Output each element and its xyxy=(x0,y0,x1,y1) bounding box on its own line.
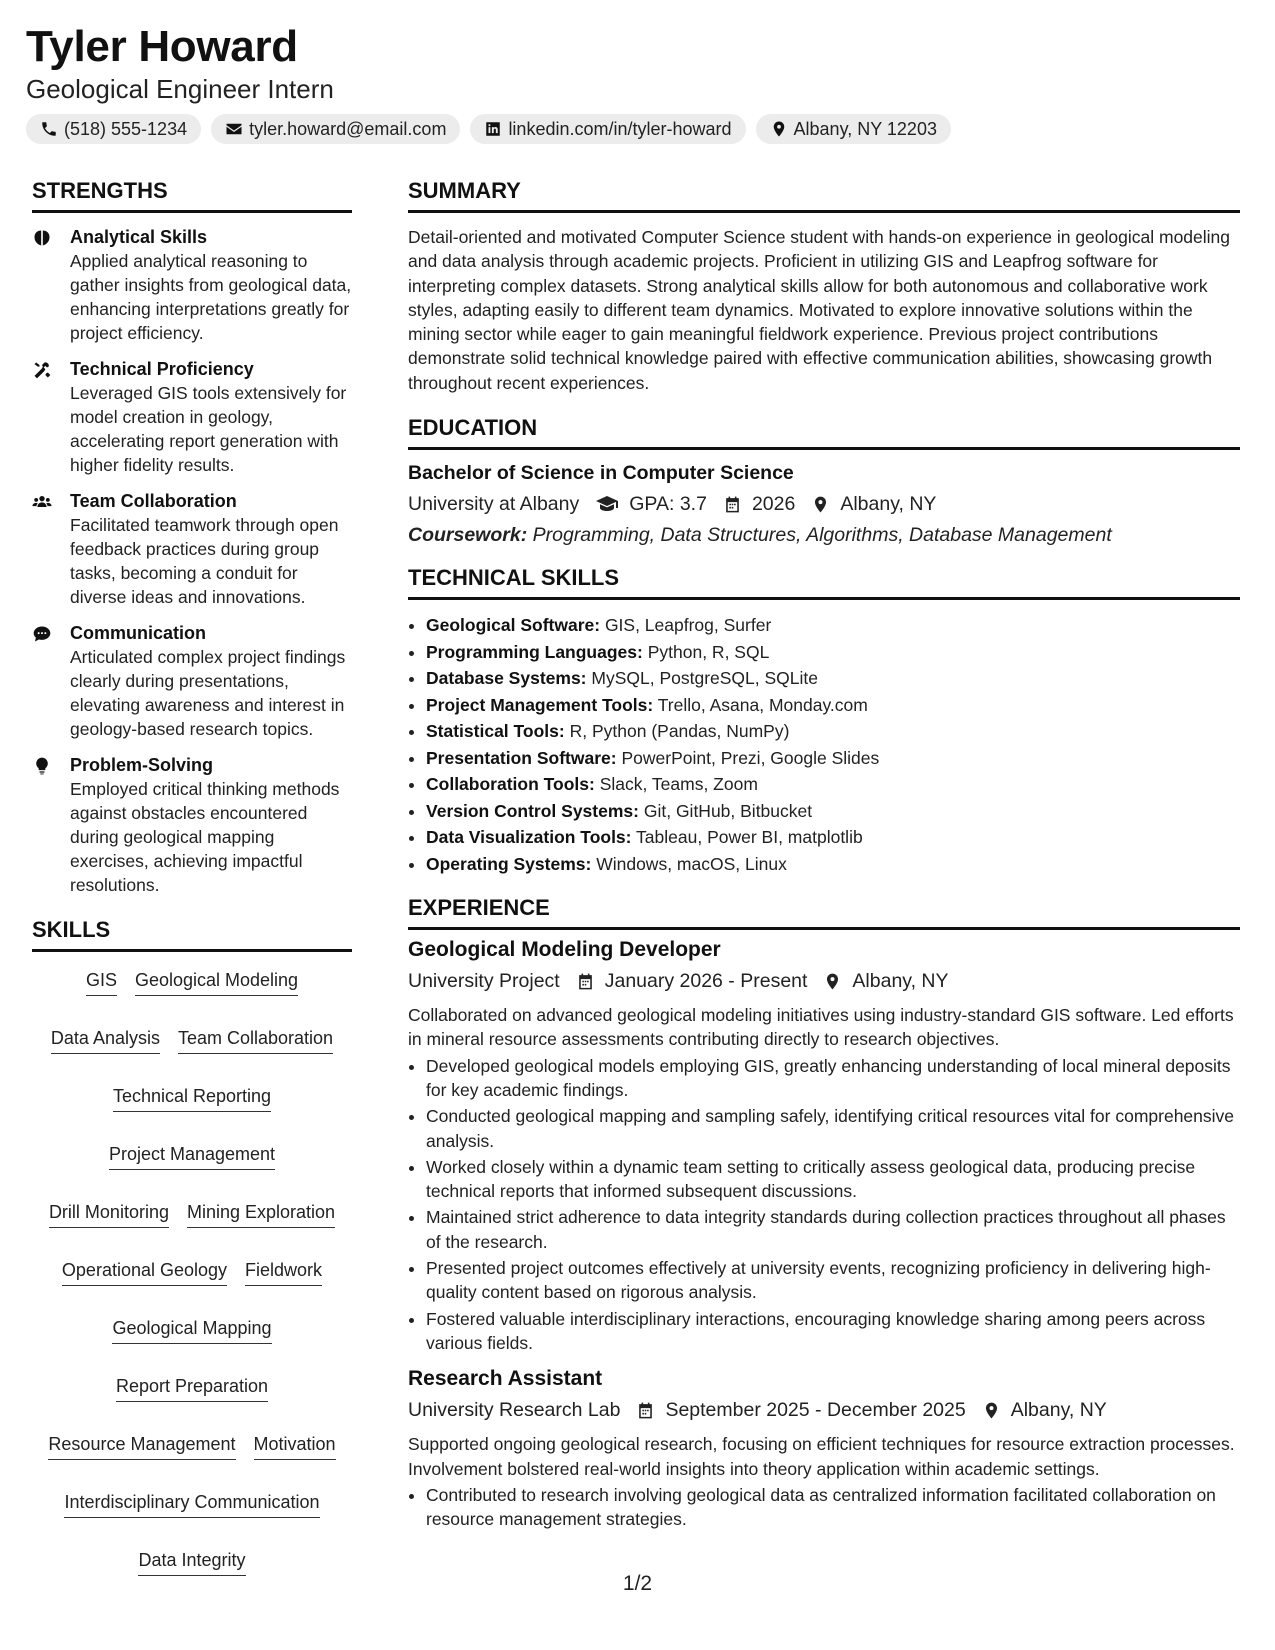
job-bullets xyxy=(408,1054,1240,1356)
job-meta xyxy=(408,970,1240,993)
map-pin-icon xyxy=(823,972,842,991)
list-item: • Worked closely within a dynamic team setting to critically assess geological data, producing precise technical reports that informed subsequent discussions. xyxy=(426,1155,1240,1204)
skill-tag: Data Analysis xyxy=(51,1026,160,1054)
experience-heading: EXPERIENCE xyxy=(408,895,1240,930)
strength-item xyxy=(32,357,352,477)
job-dates: September 2025 - December 2025 xyxy=(665,1399,966,1422)
chat-icon xyxy=(32,624,52,644)
skill-tag: Geological Modeling xyxy=(135,968,298,996)
education-school: University at Albany xyxy=(408,492,580,515)
calendar-icon xyxy=(636,1401,655,1420)
strength-desc: Articulated complex project findings clearly during presentations, elevating awareness and interest in geology-based research topics. xyxy=(70,647,346,739)
job-org: University Project xyxy=(408,970,560,993)
right-column xyxy=(408,178,1240,1543)
education-heading: EDUCATION xyxy=(408,415,1240,450)
coursework-label: Coursework: xyxy=(408,524,528,547)
job-location: Albany, NY xyxy=(852,970,949,993)
page-number: 1/2 xyxy=(622,1572,653,1595)
job-location: Albany, NY xyxy=(1010,1399,1107,1422)
list-item: • Contributed to research involving geological data as centralized information facilitated collaboration on resource management strategies. xyxy=(426,1483,1240,1532)
job-summary: Collaborated on advanced geological modeling initiatives using industry-standard GIS software. Led efforts in mineral resource assessments contributing directly to research objectives. xyxy=(408,1005,1234,1050)
strength-item xyxy=(32,621,352,741)
contact-phone xyxy=(26,114,201,144)
contact-phone-text: (518) 555-1234 xyxy=(64,118,188,139)
skill-tag: Mining Exploration xyxy=(187,1200,335,1228)
job-dates: January 2026 - Present xyxy=(604,970,808,993)
skill-tag: Resource Management xyxy=(48,1432,235,1460)
job-summary: Supported ongoing geological research, focusing on efficient techniques for resource extraction processes. Involvement bolstered real-world insights into theory application within academic settings. xyxy=(408,1434,1235,1479)
list-item: • Project Management Tools: Trello, Asana, Monday.com xyxy=(426,692,1240,719)
education-meta xyxy=(408,492,1240,516)
education-gpa: GPA: 3.7 xyxy=(629,492,707,515)
skill-tag: GIS xyxy=(86,968,117,996)
skill-tag: Motivation xyxy=(254,1432,336,1460)
strength-item xyxy=(32,753,352,897)
phone-icon xyxy=(40,120,58,138)
strength-title: Problem-Solving xyxy=(70,755,214,775)
skill-tag: Operational Geology xyxy=(62,1258,227,1286)
tools-icon xyxy=(32,360,52,380)
list-item: • Version Control Systems: Git, GitHub, Bitbucket xyxy=(426,798,1240,825)
skill-tag: Geological Mapping xyxy=(112,1316,271,1344)
lightbulb-icon xyxy=(32,756,52,776)
job-org: University Research Lab xyxy=(408,1399,621,1422)
strength-desc: Applied analytical reasoning to gather insights from geological data, enhancing interpretations greatly for project efficiency. xyxy=(70,251,352,343)
map-pin-icon xyxy=(811,495,830,514)
technical-skills-list xyxy=(408,612,1240,877)
list-item: • Geological Software: GIS, Leapfrog, Surfer xyxy=(426,612,1240,639)
strength-desc: Facilitated teamwork through open feedback practices during group tasks, becoming a conduit for diverse ideas and innovations. xyxy=(70,515,339,607)
skill-tag: Drill Monitoring xyxy=(49,1200,169,1228)
list-item: • Collaboration Tools: Slack, Teams, Zoom xyxy=(426,771,1240,798)
list-item: • Database Systems: MySQL, PostgreSQL, SQLite xyxy=(426,665,1240,692)
list-item: • Developed geological models employing GIS, greatly enhancing understanding of local mineral deposits for key academic findings. xyxy=(426,1054,1240,1103)
skills-heading: SKILLS xyxy=(32,917,352,952)
job-meta xyxy=(408,1399,1240,1422)
users-icon xyxy=(32,492,52,512)
list-item: • Programming Languages: Python, R, SQL xyxy=(426,639,1240,666)
skill-tag: Technical Reporting xyxy=(113,1084,271,1112)
skill-tag: Team Collaboration xyxy=(178,1026,333,1054)
strength-desc: Employed critical thinking methods against obstacles encountered during geological mapping exercises, achieving impactful resolutions. xyxy=(70,779,340,895)
map-pin-icon xyxy=(770,120,788,138)
list-item: • Presented project outcomes effectively at university events, recognizing proficiency in delivering high-quality content based on rigorous analysis. xyxy=(426,1256,1240,1305)
education-year: 2026 xyxy=(751,492,796,515)
strength-title: Technical Proficiency xyxy=(70,359,254,379)
skills-list xyxy=(32,964,352,1576)
candidate-role: Geological Engineer Intern xyxy=(26,74,334,104)
list-item: • Fostered valuable interdisciplinary interactions, encouraging knowledge sharing among peers across various fields. xyxy=(426,1307,1240,1356)
envelope-icon xyxy=(225,120,243,138)
job-title: Research Assistant xyxy=(408,1367,603,1391)
strengths-heading: STRENGTHS xyxy=(32,178,352,213)
skill-tag: Project Management xyxy=(109,1142,275,1170)
list-item: • Presentation Software: PowerPoint, Prezi, Google Slides xyxy=(426,745,1240,772)
education-degree: Bachelor of Science in Computer Science xyxy=(408,462,794,485)
contact-linkedin-text: linkedin.com/in/tyler-howard xyxy=(508,118,732,139)
list-item: • Statistical Tools: R, Python (Pandas, NumPy) xyxy=(426,718,1240,745)
list-item: • Data Visualization Tools: Tableau, Power BI, matplotlib xyxy=(426,824,1240,851)
map-pin-icon xyxy=(982,1401,1001,1420)
contact-bar xyxy=(26,114,951,144)
education-location: Albany, NY xyxy=(840,492,937,515)
list-item: • Maintained strict adherence to data integrity standards during collection practices throughout all phases of the research. xyxy=(426,1205,1240,1254)
experience-entry xyxy=(408,1367,1240,1531)
coursework-list: Programming, Data Structures, Algorithms, Database Management xyxy=(532,524,1112,547)
left-column xyxy=(32,178,352,1576)
strength-item xyxy=(32,225,352,345)
brain-icon xyxy=(32,228,52,248)
graduation-cap-icon xyxy=(595,492,619,516)
summary-text: Detail-oriented and motivated Computer Science student with hands-on experience in geological modeling and data analysis through academic projects. Proficient in utilizing GIS and Leapfrog software for interpreting complex datasets. Strong analytical skills allow for both autonomous and collaborative work styles, adapting easily to different team dynamics. Motivated to explore innovative solutions within the mining sector while eager to gain meaningful fieldwork experience. Previous project contributions demonstrate solid technical knowledge paired with effective communication abilities, showcasing growth throughout recent experiences. xyxy=(408,227,1231,393)
linkedin-icon xyxy=(484,120,502,138)
skill-tag: Fieldwork xyxy=(245,1258,322,1286)
strength-title: Analytical Skills xyxy=(70,227,208,247)
strength-desc: Leveraged GIS tools extensively for model creation in geology, accelerating report generation with higher fidelity results. xyxy=(70,383,347,475)
summary-heading: SUMMARY xyxy=(408,178,1240,213)
contact-location xyxy=(756,114,951,144)
candidate-name: Tyler Howard xyxy=(26,22,298,71)
contact-email[interactable] xyxy=(211,114,460,144)
education-coursework xyxy=(408,524,1240,547)
calendar-icon xyxy=(723,495,742,514)
experience-entry xyxy=(408,938,1240,1355)
contact-location-text: Albany, NY 12203 xyxy=(793,118,937,139)
list-item: • Conducted geological mapping and sampling safely, identifying critical resources vital for comprehensive analysis. xyxy=(426,1104,1240,1153)
calendar-icon xyxy=(576,972,595,991)
contact-email-text: tyler.howard@email.com xyxy=(249,118,447,139)
strength-title: Team Collaboration xyxy=(70,491,237,511)
job-title: Geological Modeling Developer xyxy=(408,938,721,962)
technical-skills-heading: TECHNICAL SKILLS xyxy=(408,565,1240,600)
skill-tag: Interdisciplinary Communication xyxy=(64,1490,319,1518)
list-item: • Operating Systems: Windows, macOS, Linux xyxy=(426,851,1240,878)
skill-tag: Data Integrity xyxy=(138,1548,245,1576)
strength-title: Communication xyxy=(70,623,207,643)
contact-linkedin[interactable] xyxy=(470,114,745,144)
strength-item xyxy=(32,489,352,609)
skill-tag: Report Preparation xyxy=(116,1374,268,1402)
job-bullets xyxy=(408,1483,1240,1532)
